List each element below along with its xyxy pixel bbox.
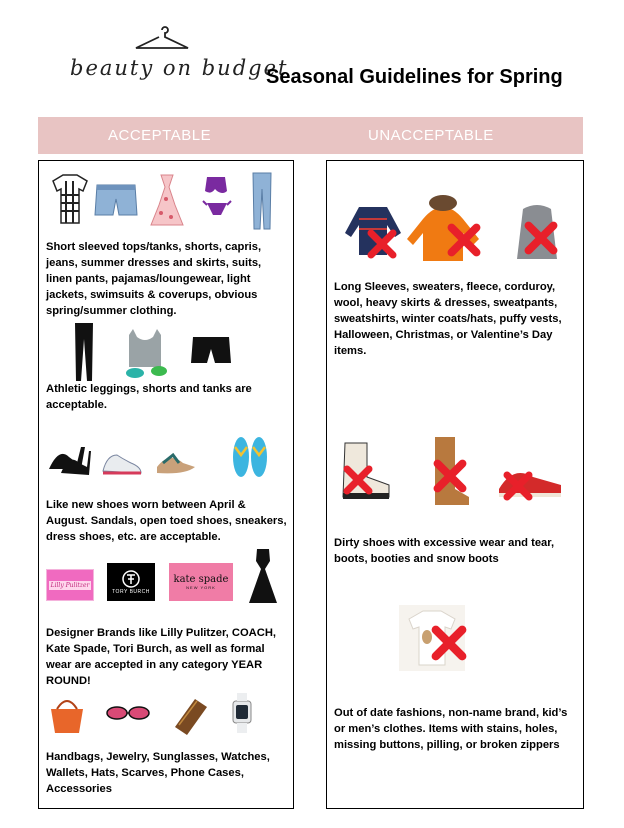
x-mark-icon: [447, 223, 481, 257]
acceptable-shoes-text: Like new shoes worn between April & August. Sandals, open toed shoes, sneakers, dress shoes, etc. are acceptable.: [46, 499, 287, 543]
flip-flops-icon: [233, 437, 267, 477]
tory-burch-logo: TORY BURCH: [107, 563, 155, 601]
spring-clothing-images: [47, 171, 287, 231]
plaid-shirt-icon: [53, 175, 87, 223]
wallet-icon: [175, 699, 207, 735]
denim-shorts-icon: [95, 185, 137, 215]
x-mark-icon: [503, 471, 533, 501]
athletic-shorts-icon: [191, 337, 231, 363]
acceptable-clothing-text: Short sleeved tops/tanks, shorts, capris, jeans, summer dresses and skirts, suits, linen pants, pajamas/loungewear, light jackets, swimsuits & coverups, obvious spring/summer clothing.: [46, 241, 262, 317]
x-mark-icon: [343, 465, 373, 495]
acceptable-designer-text: Designer Brands like Lilly Pulitzer, COACH, Kate Spade, Tori Burch, as well as formal wear are accepted in any category YEAR ROUND!: [46, 627, 277, 687]
black-dress-icon: [243, 547, 283, 607]
logo-text: beauty on budget: [70, 56, 289, 80]
x-mark-icon: [431, 625, 467, 661]
acceptable-athletic-text: Athletic leggings, shorts and tanks are acceptable.: [46, 383, 252, 411]
sneaker-icon: [103, 455, 141, 473]
lilly-pulitzer-logo: Lilly Pulitzer: [46, 569, 94, 601]
accessories-images: [47, 691, 277, 737]
sandals-icon: [157, 455, 195, 473]
acceptable-accessories-text: Handbags, Jewelry, Sunglasses, Watches, Wallets, Hats, Scarves, Phone Cases, Accessories: [46, 751, 270, 795]
unacceptable-clothing-text: Long Sleeves, sweaters, fleece, corduroy, wool, heavy skirts & dresses, sweatpants, sweatshirts, winter coats/hats, puffy vests, Halloween, Christmas, or Valentine’s Day items.: [334, 281, 562, 357]
bikini-icon: [203, 177, 231, 215]
unacceptable-shoes-text: Dirty shoes with excessive wear and tear, boots, booties and snow boots: [334, 537, 555, 565]
skinny-jeans-icon: [253, 173, 271, 229]
x-mark-icon: [433, 459, 467, 493]
sunglasses-icon: [107, 707, 149, 719]
page-title: Seasonal Guidelines for Spring: [266, 66, 563, 88]
hanger-icon: [132, 26, 192, 52]
handbag-icon: [51, 701, 83, 733]
unacceptable-panel: [326, 160, 584, 809]
tory-burch-emblem-icon: [121, 569, 141, 589]
leggings-icon: [75, 323, 93, 381]
tank-top-icon: [126, 329, 167, 378]
unacceptable-heading: UNACCEPTABLE: [368, 127, 494, 144]
floral-dress-icon: [151, 175, 183, 225]
brand-logo: [62, 26, 289, 96]
acceptable-panel: [38, 160, 294, 809]
column-header-bar: [38, 117, 583, 154]
watch-icon: [233, 693, 251, 733]
athletic-wear-images: [69, 323, 239, 383]
unacceptable-other-text: Out of date fashions, non-name brand, kid’s or men’s clothes. Items with stains, holes, missing buttons, pilling, or broken zippers: [334, 707, 568, 751]
acceptable-shoes-images: [45, 433, 289, 483]
x-mark-icon: [367, 229, 397, 259]
kate-spade-logo: kate spade NEW YORK: [169, 563, 233, 601]
x-mark-icon: [524, 221, 558, 255]
black-heels-icon: [49, 447, 91, 475]
acceptable-heading: ACCEPTABLE: [108, 127, 212, 144]
